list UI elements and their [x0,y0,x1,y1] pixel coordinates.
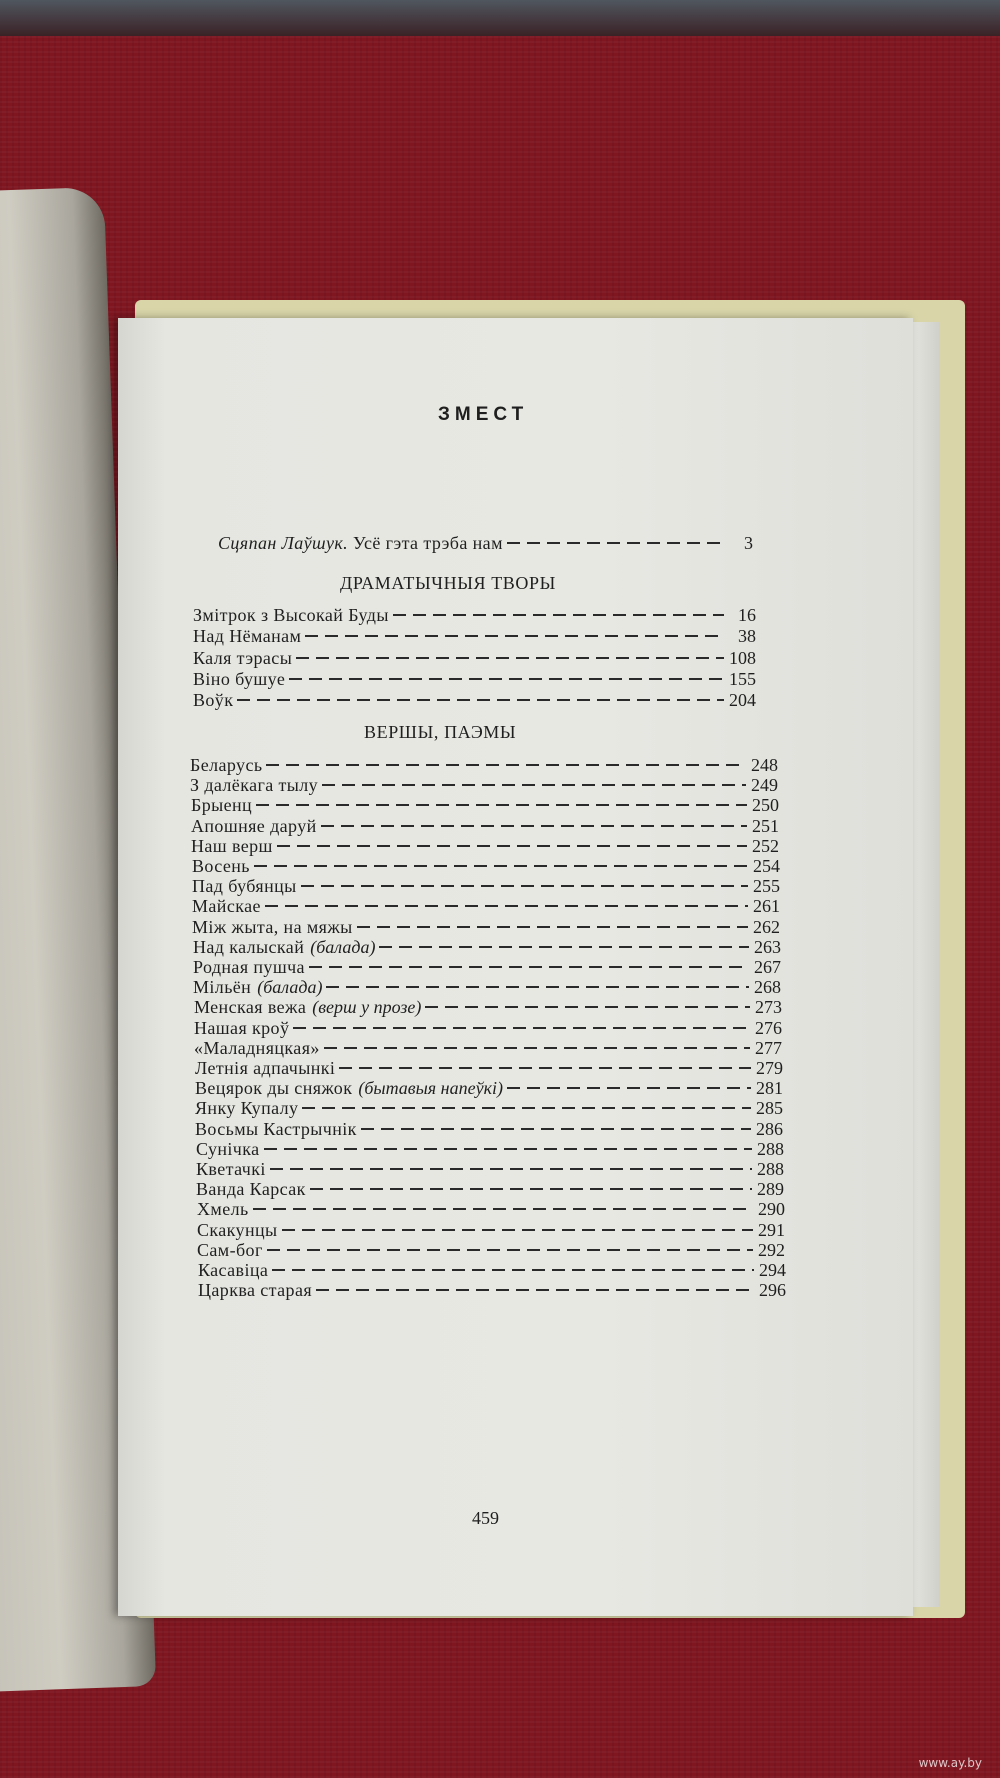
page-number: 459 [472,1508,499,1528]
toc-entry-page: 252 [752,835,779,856]
toc-entry [196,1158,784,1180]
dotted-leader [316,1289,754,1291]
toc-entry-title: Летнія адпачынкі [195,1058,336,1078]
toc-entry-note: (балада) [257,977,323,998]
dotted-leader [507,542,721,544]
dotted-leader [256,804,747,806]
toc-entry-title: Царква старая [198,1280,313,1301]
toc-entry-page: 3 [744,533,753,553]
toc-entry-author: Сцяпан Лаўшук. [218,533,349,553]
toc-entry-title: Скакунцы [197,1219,278,1240]
toc-entry [191,794,779,816]
toc-entry-title: Майскае [192,896,261,917]
toc-entry [192,916,780,938]
toc-entry-title: Хмель [197,1199,249,1220]
dotted-leader [301,885,748,887]
toc-entry-page: 290 [758,1199,785,1220]
dotted-leader [507,1087,751,1089]
dotted-leader [293,1027,750,1029]
toc-entry-page: 108 [729,647,756,668]
dotted-leader [272,1269,754,1271]
toc-entry-title [218,532,503,554]
toc-entry-page: 155 [729,668,756,689]
toc-entry-title-text: Усё гэта трэба нам [353,533,503,553]
dotted-leader [253,1208,753,1210]
toc-entry-title: Апошняе даруй [191,815,317,836]
toc-entry [192,855,780,877]
toc-entry [196,1138,784,1160]
toc-entry [196,1178,784,1200]
dotted-leader [270,1168,752,1170]
toc-entry [190,774,778,796]
toc-entry [193,625,756,647]
toc-entry-page: 204 [729,690,756,711]
toc-entry-title: Ванда Карсак [196,1179,306,1200]
dotted-leader [254,865,748,867]
toc-entry-page: 273 [755,997,782,1018]
toc-entry [193,668,756,690]
contents-page [118,318,913,1616]
toc-entry [193,689,756,711]
watermark: www.ay.by [918,1756,982,1770]
dotted-leader [237,699,724,701]
toc-entry [194,1017,782,1039]
dotted-leader [425,1006,750,1008]
dotted-leader [393,614,724,616]
toc-entry-title: Віно бушуе [193,668,286,689]
toc-entry-title: Родная пушча [193,957,305,977]
toc-entry [193,956,781,978]
toc-entry-title: Над Нёманам [193,626,302,647]
dotted-leader [321,825,747,827]
page-title: ЗМЕСТ [438,404,529,425]
toc-entry [194,1037,782,1059]
toc-entry-page: 16 [738,605,756,625]
dotted-leader [322,784,746,786]
dotted-leader [289,678,724,680]
toc-entry [195,1118,783,1140]
toc-entry-page: 291 [758,1219,785,1240]
toc-entry [193,647,756,669]
toc-entry [192,895,780,917]
toc-entry [195,1077,783,1099]
toc-entry-title: Пад бубянцы [192,876,297,897]
toc-entry-page: 248 [751,755,778,775]
dotted-leader [282,1229,753,1231]
toc-entry [198,1259,786,1281]
toc-entry-page: 250 [752,795,779,816]
toc-entry-page: 285 [756,1098,783,1119]
toc-entry-note: (верш у прозе) [312,997,422,1018]
dotted-leader [265,905,748,907]
toc-entry-page: 254 [753,856,780,876]
toc-entry-title: Мільён [193,977,252,998]
toc-entry-title: Сунічка [196,1138,260,1159]
toc-entry-page: 279 [756,1058,783,1078]
toc-entry-page: 286 [756,1118,783,1139]
dotted-leader [361,1128,751,1130]
toc-entry-title: Брыенц [191,795,253,816]
toc-entry [191,815,779,837]
toc-entry-note: (бытавыя напеўкі) [358,1078,503,1099]
toc-entry-title: Між жыта, на мяжы [192,916,353,937]
toc-entry-page: 288 [757,1159,784,1179]
toc-entry-page: 277 [755,1037,782,1058]
section-heading: ВЕРШЫ, ПАЭМЫ [364,722,517,742]
dotted-leader [357,926,748,928]
toc-entry-title: Наш верш [191,835,273,856]
dotted-leader [305,635,724,637]
toc-entry-page: 38 [738,626,756,647]
toc-entry-title: «Маладняцкая» [194,1037,320,1058]
toc-entry-title: Вецярок ды сняжок [195,1078,353,1099]
toc-entry [191,835,779,857]
toc-entry-title: Восьмы Кастрычнік [195,1118,357,1139]
toc-entry-title: З далёкага тылу [190,775,319,796]
dotted-leader [302,1107,751,1109]
dotted-leader [379,946,749,948]
toc-entry-page: 262 [753,916,780,937]
toc-entry-title: Каля тэрасы [193,647,293,668]
dotted-leader [266,764,746,766]
dotted-leader [309,966,749,968]
toc-entry-title: Змітрок з Высокай Буды [193,605,389,625]
toc-entry [194,996,782,1018]
toc-entry-page: 288 [757,1138,784,1159]
toc-entry-title: Касавіца [198,1260,269,1280]
toc-entry-page: 249 [751,775,778,796]
toc-entry-page: 251 [752,815,779,836]
toc-entry [195,1097,783,1119]
toc-entry-page: 268 [754,977,781,998]
toc-entry [193,976,781,998]
toc-entry-intro [218,532,753,554]
toc-entry [195,1057,783,1079]
toc-entry [197,1219,785,1241]
toc-entry-title: Нашая кроў [194,1017,290,1038]
toc-entry-title: Кветачкі [196,1159,266,1179]
dotted-leader [326,986,749,988]
dotted-leader [324,1047,750,1049]
toc-entry [190,754,778,776]
dotted-leader [296,657,724,659]
toc-entry-page: 294 [759,1260,786,1280]
background-strip [0,0,1000,36]
dotted-leader [310,1188,752,1190]
toc-entry-page: 261 [753,896,780,917]
toc-entry-title: Воўк [193,690,234,711]
toc-entry-title: Менская вежа [194,997,307,1018]
toc-entry-page: 281 [756,1078,783,1099]
toc-entry-title: Восень [192,856,250,876]
dotted-leader [267,1249,753,1251]
toc-entry [192,875,780,897]
toc-entry-page: 276 [755,1017,782,1038]
toc-entry-title: Сам-бог [197,1239,263,1260]
toc-entry [198,1279,786,1301]
toc-entry-title: Беларусь [190,755,263,775]
toc-entry-note: (балада) [310,936,376,957]
dotted-leader [339,1067,751,1069]
toc-entry [193,604,756,626]
toc-entry-page: 267 [754,957,781,977]
toc-entry [197,1198,785,1220]
toc-entry-page: 292 [758,1239,785,1260]
toc-entry-page: 255 [753,876,780,897]
dotted-leader [277,845,747,847]
toc-entry [193,936,781,958]
dotted-leader [264,1148,752,1150]
toc-entry-page: 296 [759,1280,786,1301]
toc-entry-page: 263 [754,936,781,957]
toc-entry-title: Над калыскай [193,936,305,957]
toc-entry-title: Янку Купалу [195,1098,299,1119]
toc-entry-page: 289 [757,1179,784,1200]
section-heading: ДРАМАТЫЧНЫЯ ТВОРЫ [340,573,556,593]
toc-entry [197,1239,785,1261]
